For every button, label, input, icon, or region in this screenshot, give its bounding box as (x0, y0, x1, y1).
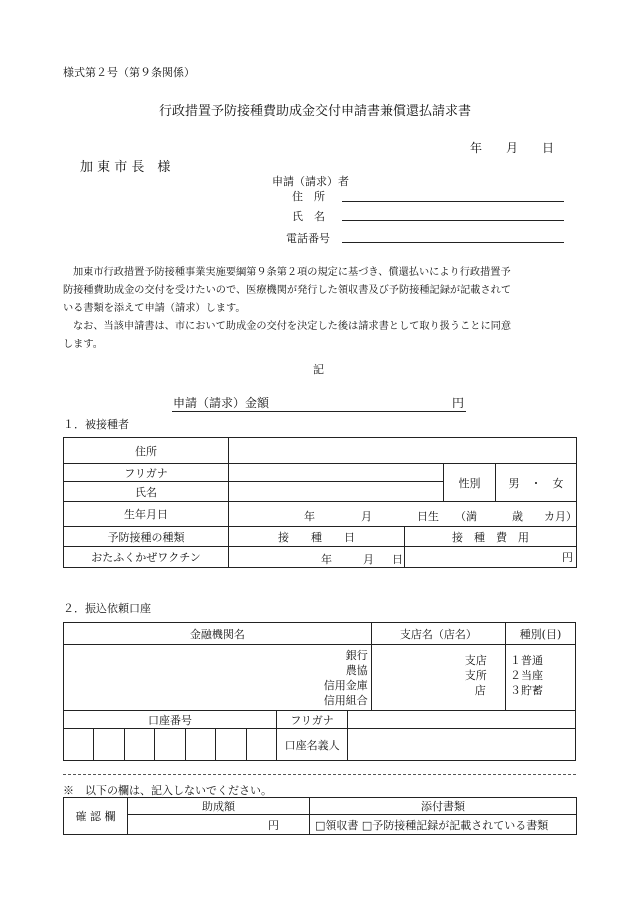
bank-type-option: 信用金庫 (323, 678, 368, 692)
vac-month: 月 (363, 553, 374, 566)
age-open: （満 (455, 510, 477, 523)
vaccination-cost-header: 接 種 費 用 (405, 527, 577, 547)
body-line: します。 (63, 339, 103, 350)
confirm-label: 確 認 欄 (64, 798, 128, 835)
holder-furigana-field[interactable] (348, 711, 576, 729)
applicant-address-field[interactable] (342, 201, 564, 202)
account-holder-label: 口座名義人 (277, 729, 348, 761)
page-title: 行政措置予防接種費助成金交付申請書兼償還払請求書 (158, 104, 471, 119)
dob-field[interactable] (229, 502, 577, 527)
recipient-furigana-field[interactable] (229, 464, 444, 482)
age-months: カ月） (544, 510, 577, 523)
applicant-label: 申請（請求）者 (272, 175, 349, 188)
account-digit-box[interactable] (216, 729, 246, 761)
account-digit-box[interactable] (185, 729, 215, 761)
form-number: 様式第２号（第９条関係） (63, 66, 195, 79)
dob-label: 生年月日 (64, 502, 229, 527)
account-digit-box[interactable] (64, 729, 94, 761)
applicant-phone-field[interactable] (342, 242, 564, 243)
bank-type-option: 信用組合 (323, 693, 368, 707)
subsidy-amount-field[interactable]: 円 (128, 815, 310, 835)
applicant-name-field[interactable] (342, 220, 564, 221)
recipient-name-field[interactable] (229, 482, 444, 502)
body-line: 防接種費助成金の交付を受けたいので、医療機関が発行した領収書及び予防接種記録が記載されて (63, 285, 512, 296)
date-line: 年 月 日 (470, 141, 555, 155)
account-digit-box[interactable] (124, 729, 154, 761)
account-kind-field[interactable] (505, 645, 575, 711)
account-digit-box[interactable] (246, 729, 276, 761)
age-years: 歳 (512, 510, 523, 523)
kind-option: ３貯蓄 (509, 684, 543, 697)
body-text (63, 264, 579, 354)
branch-name-header: 支店名（店名） (371, 623, 505, 645)
account-holder-field[interactable] (348, 729, 576, 761)
branch-name-field[interactable] (371, 645, 505, 711)
section1-title: １．被接種者 (63, 418, 129, 431)
account-digit-box[interactable] (155, 729, 185, 761)
dob-year: 年 (304, 510, 315, 523)
applicant-name-label: 氏 名 (292, 210, 325, 223)
section2-title: ２．振込依頼口座 (63, 602, 151, 615)
vaccination-date-header: 接 種 日 (229, 527, 405, 547)
cut-line (63, 774, 576, 775)
gender-options[interactable]: 男 ・ 女 (496, 464, 577, 502)
dob-month: 月 (361, 510, 372, 523)
ki-mark: 記 (313, 363, 324, 376)
branch-type-option: 支所 (464, 669, 487, 682)
amount-label: 申請（請求）金額 (173, 396, 270, 410)
holder-furigana-label: フリガナ (277, 711, 348, 729)
attachment-checklist[interactable]: □領収書 □予防接種記録が記載されている書類 (310, 815, 577, 835)
vaccination-date-field[interactable] (229, 547, 405, 568)
gender-label: 性別 (444, 464, 496, 502)
kind-option: ２当座 (509, 669, 543, 682)
attachment-header: 添付書類 (310, 798, 577, 815)
account-kind-header: 種別(目) (505, 623, 575, 645)
body-line: 加東市行政措置予防接種事業実施要綱第９条第２項の規定に基づき、償還払いにより行政措置予 (73, 267, 511, 278)
amount-field[interactable] (172, 411, 466, 412)
branch-type-option: 支店 (464, 654, 487, 667)
office-table (63, 797, 577, 835)
body-line: なお、当該申請書は、市において助成金の交付を決定した後は請求書として取り扱うことに同意 (73, 321, 512, 332)
bank-table (63, 622, 576, 761)
applicant-phone-label: 電話番号 (286, 232, 330, 245)
vac-year: 年 (321, 553, 332, 566)
dob-day: 日生 (417, 510, 439, 523)
vac-day: 日 (392, 553, 403, 566)
bank-type-option: 農協 (345, 663, 368, 677)
kind-option: １普通 (509, 654, 543, 667)
bank-name-field[interactable] (64, 645, 372, 711)
bank-type-option: 銀行 (345, 648, 368, 662)
recipient-furigana-label: フリガナ (64, 464, 229, 482)
branch-type-option: 店 (474, 684, 486, 697)
subsidy-amount-header: 助成額 (128, 798, 310, 815)
recipient-address-label: 住所 (64, 438, 229, 464)
office-note: ※ 以下の欄は、記入しないでください。 (63, 784, 272, 797)
bank-name-header: 金融機関名 (64, 623, 372, 645)
vaccine-name: おたふくかぜワクチン (64, 547, 229, 568)
addressee: 加 東 市 長 様 (80, 160, 171, 175)
applicant-address-label: 住 所 (292, 190, 325, 203)
recipient-table (63, 437, 577, 568)
account-number-header: 口座番号 (64, 711, 277, 729)
body-line: いる書類を添えて申請（請求）します。 (63, 303, 246, 314)
vaccination-cost-field[interactable]: 円 (405, 547, 577, 568)
recipient-address-field[interactable] (229, 438, 577, 464)
amount-unit: 円 (452, 396, 465, 410)
recipient-name-label: 氏名 (64, 482, 229, 502)
account-digit-box[interactable] (94, 729, 124, 761)
vaccine-type-header: 予防接種の種類 (64, 527, 229, 547)
